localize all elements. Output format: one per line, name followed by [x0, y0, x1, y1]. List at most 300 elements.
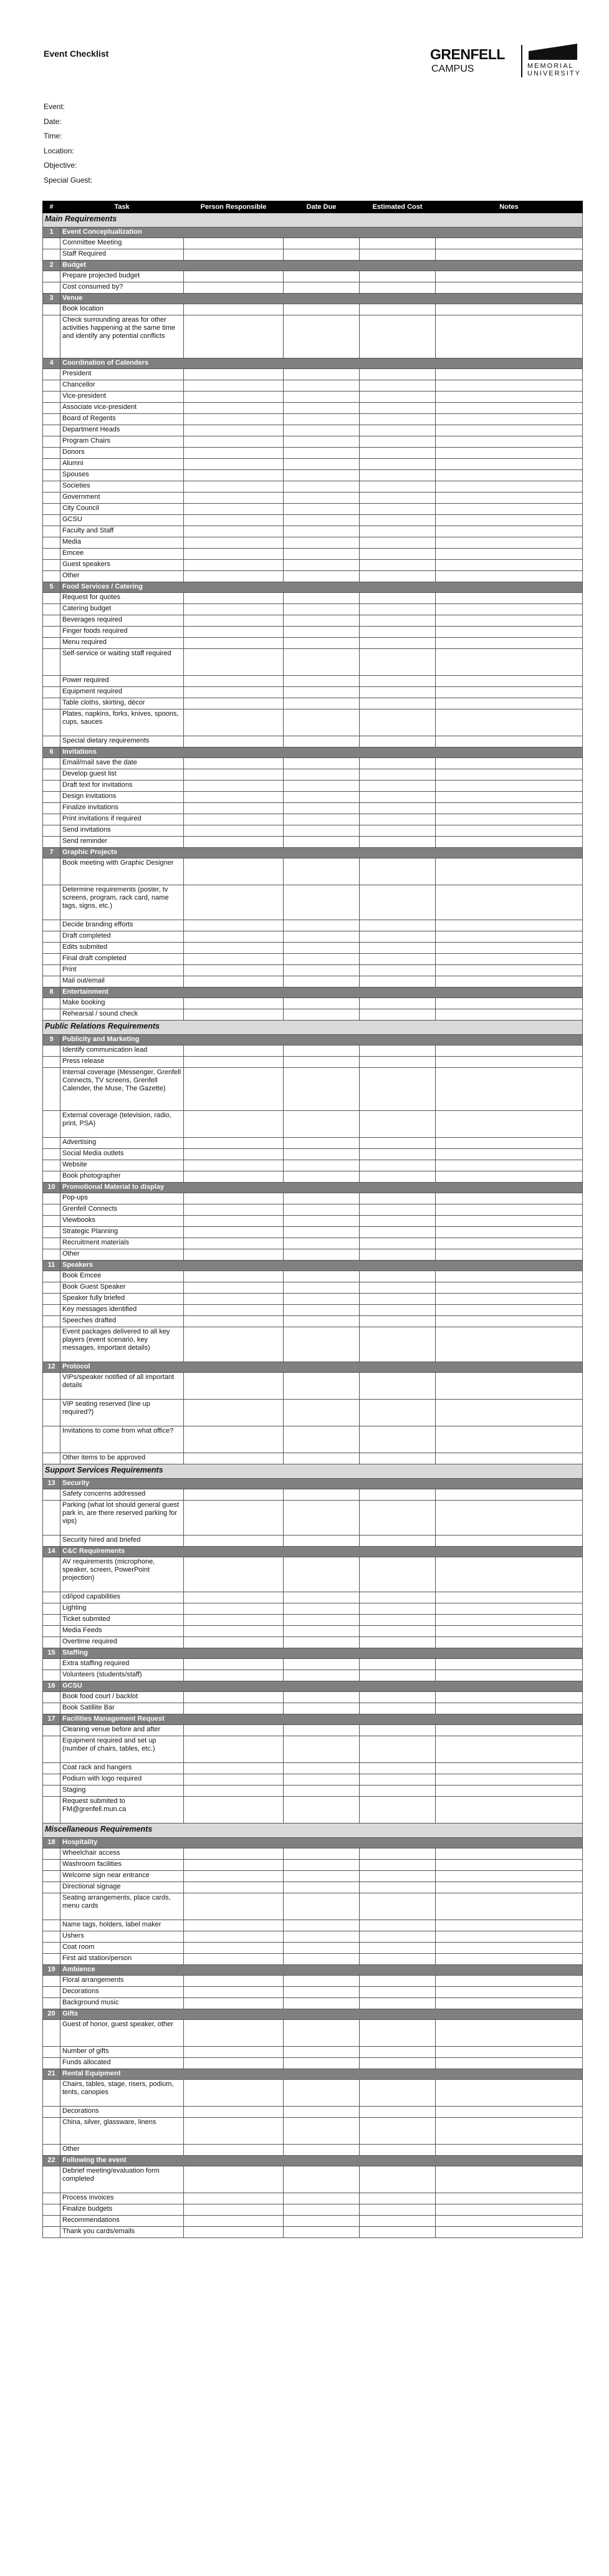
estimated-cost-cell[interactable]: [360, 1453, 436, 1464]
notes-cell[interactable]: [436, 976, 583, 988]
estimated-cost-cell[interactable]: [360, 448, 436, 459]
date-due-cell[interactable]: [284, 2216, 360, 2227]
person-responsible-cell[interactable]: [184, 414, 284, 425]
date-due-cell[interactable]: [284, 2227, 360, 2238]
estimated-cost-cell[interactable]: [360, 481, 436, 493]
estimated-cost-cell[interactable]: [360, 1057, 436, 1068]
person-responsible-cell[interactable]: [184, 1111, 284, 1138]
date-due-cell[interactable]: [284, 1238, 360, 1249]
notes-cell[interactable]: [436, 1557, 583, 1592]
estimated-cost-cell[interactable]: [360, 526, 436, 537]
date-due-cell[interactable]: [284, 1227, 360, 1238]
estimated-cost-cell[interactable]: [360, 1893, 436, 1920]
notes-cell[interactable]: [436, 249, 583, 261]
notes-cell[interactable]: [436, 459, 583, 470]
person-responsible-cell[interactable]: [184, 1238, 284, 1249]
date-due-cell[interactable]: [284, 2080, 360, 2107]
estimated-cost-cell[interactable]: [360, 1249, 436, 1261]
estimated-cost-cell[interactable]: [360, 943, 436, 954]
notes-cell[interactable]: [436, 425, 583, 436]
notes-cell[interactable]: [436, 1238, 583, 1249]
person-responsible-cell[interactable]: [184, 1954, 284, 1965]
person-responsible-cell[interactable]: [184, 885, 284, 920]
date-due-cell[interactable]: [284, 403, 360, 414]
notes-cell[interactable]: [436, 1216, 583, 1227]
estimated-cost-cell[interactable]: [360, 698, 436, 709]
estimated-cost-cell[interactable]: [360, 2047, 436, 2058]
date-due-cell[interactable]: [284, 526, 360, 537]
notes-cell[interactable]: [436, 436, 583, 448]
person-responsible-cell[interactable]: [184, 976, 284, 988]
date-due-cell[interactable]: [284, 1249, 360, 1261]
date-due-cell[interactable]: [284, 1009, 360, 1021]
date-due-cell[interactable]: [284, 920, 360, 931]
notes-cell[interactable]: [436, 758, 583, 769]
person-responsible-cell[interactable]: [184, 758, 284, 769]
estimated-cost-cell[interactable]: [360, 1763, 436, 1774]
estimated-cost-cell[interactable]: [360, 1626, 436, 1637]
estimated-cost-cell[interactable]: [360, 2107, 436, 2118]
person-responsible-cell[interactable]: [184, 2166, 284, 2193]
notes-cell[interactable]: [436, 1373, 583, 1400]
notes-cell[interactable]: [436, 1615, 583, 1626]
estimated-cost-cell[interactable]: [360, 615, 436, 627]
date-due-cell[interactable]: [284, 2166, 360, 2193]
notes-cell[interactable]: [436, 1860, 583, 1871]
person-responsible-cell[interactable]: [184, 2080, 284, 2107]
date-due-cell[interactable]: [284, 537, 360, 549]
person-responsible-cell[interactable]: [184, 931, 284, 943]
estimated-cost-cell[interactable]: [360, 1725, 436, 1736]
estimated-cost-cell[interactable]: [360, 2216, 436, 2227]
person-responsible-cell[interactable]: [184, 1725, 284, 1736]
notes-cell[interactable]: [436, 238, 583, 249]
date-due-cell[interactable]: [284, 1057, 360, 1068]
person-responsible-cell[interactable]: [184, 1920, 284, 1931]
notes-cell[interactable]: [436, 2166, 583, 2193]
date-due-cell[interactable]: [284, 1316, 360, 1327]
person-responsible-cell[interactable]: [184, 736, 284, 747]
estimated-cost-cell[interactable]: [360, 837, 436, 848]
notes-cell[interactable]: [436, 1193, 583, 1204]
date-due-cell[interactable]: [284, 1603, 360, 1615]
person-responsible-cell[interactable]: [184, 998, 284, 1009]
date-due-cell[interactable]: [284, 687, 360, 698]
notes-cell[interactable]: [436, 1536, 583, 1547]
date-due-cell[interactable]: [284, 504, 360, 515]
person-responsible-cell[interactable]: [184, 1216, 284, 1227]
person-responsible-cell[interactable]: [184, 792, 284, 803]
date-due-cell[interactable]: [284, 1294, 360, 1305]
estimated-cost-cell[interactable]: [360, 1987, 436, 1998]
person-responsible-cell[interactable]: [184, 537, 284, 549]
person-responsible-cell[interactable]: [184, 858, 284, 885]
estimated-cost-cell[interactable]: [360, 2193, 436, 2204]
notes-cell[interactable]: [436, 931, 583, 943]
person-responsible-cell[interactable]: [184, 1373, 284, 1400]
notes-cell[interactable]: [436, 814, 583, 825]
date-due-cell[interactable]: [284, 560, 360, 571]
notes-cell[interactable]: [436, 1774, 583, 1785]
date-due-cell[interactable]: [284, 425, 360, 436]
person-responsible-cell[interactable]: [184, 1987, 284, 1998]
person-responsible-cell[interactable]: [184, 1501, 284, 1536]
notes-cell[interactable]: [436, 2080, 583, 2107]
date-due-cell[interactable]: [284, 436, 360, 448]
date-due-cell[interactable]: [284, 1871, 360, 1882]
estimated-cost-cell[interactable]: [360, 976, 436, 988]
notes-cell[interactable]: [436, 1316, 583, 1327]
date-due-cell[interactable]: [284, 769, 360, 781]
notes-cell[interactable]: [436, 571, 583, 582]
estimated-cost-cell[interactable]: [360, 593, 436, 604]
notes-cell[interactable]: [436, 315, 583, 358]
estimated-cost-cell[interactable]: [360, 649, 436, 676]
date-due-cell[interactable]: [284, 238, 360, 249]
person-responsible-cell[interactable]: [184, 1703, 284, 1714]
estimated-cost-cell[interactable]: [360, 604, 436, 615]
person-responsible-cell[interactable]: [184, 1160, 284, 1171]
date-due-cell[interactable]: [284, 515, 360, 526]
estimated-cost-cell[interactable]: [360, 1238, 436, 1249]
person-responsible-cell[interactable]: [184, 1626, 284, 1637]
person-responsible-cell[interactable]: [184, 1426, 284, 1453]
person-responsible-cell[interactable]: [184, 2058, 284, 2069]
date-due-cell[interactable]: [284, 1943, 360, 1954]
notes-cell[interactable]: [436, 392, 583, 403]
estimated-cost-cell[interactable]: [360, 392, 436, 403]
date-due-cell[interactable]: [284, 1659, 360, 1670]
notes-cell[interactable]: [436, 1893, 583, 1920]
notes-cell[interactable]: [436, 781, 583, 792]
person-responsible-cell[interactable]: [184, 1976, 284, 1987]
notes-cell[interactable]: [436, 1149, 583, 1160]
person-responsible-cell[interactable]: [184, 1998, 284, 2009]
notes-cell[interactable]: [436, 1797, 583, 1824]
estimated-cost-cell[interactable]: [360, 504, 436, 515]
estimated-cost-cell[interactable]: [360, 1305, 436, 1316]
notes-cell[interactable]: [436, 304, 583, 315]
person-responsible-cell[interactable]: [184, 687, 284, 698]
estimated-cost-cell[interactable]: [360, 814, 436, 825]
notes-cell[interactable]: [436, 493, 583, 504]
date-due-cell[interactable]: [284, 1204, 360, 1216]
field-objective[interactable]: Objective:: [44, 161, 77, 170]
person-responsible-cell[interactable]: [184, 814, 284, 825]
date-due-cell[interactable]: [284, 1954, 360, 1965]
notes-cell[interactable]: [436, 271, 583, 282]
estimated-cost-cell[interactable]: [360, 1193, 436, 1204]
estimated-cost-cell[interactable]: [360, 1160, 436, 1171]
estimated-cost-cell[interactable]: [360, 403, 436, 414]
date-due-cell[interactable]: [284, 369, 360, 380]
date-due-cell[interactable]: [284, 858, 360, 885]
notes-cell[interactable]: [436, 481, 583, 493]
estimated-cost-cell[interactable]: [360, 425, 436, 436]
notes-cell[interactable]: [436, 1068, 583, 1111]
date-due-cell[interactable]: [284, 2118, 360, 2145]
field-date[interactable]: Date:: [44, 117, 62, 126]
notes-cell[interactable]: [436, 676, 583, 687]
date-due-cell[interactable]: [284, 1149, 360, 1160]
notes-cell[interactable]: [436, 1637, 583, 1648]
person-responsible-cell[interactable]: [184, 2107, 284, 2118]
notes-cell[interactable]: [436, 470, 583, 481]
notes-cell[interactable]: [436, 448, 583, 459]
person-responsible-cell[interactable]: [184, 2047, 284, 2058]
date-due-cell[interactable]: [284, 1193, 360, 1204]
notes-cell[interactable]: [436, 1848, 583, 1860]
date-due-cell[interactable]: [284, 1848, 360, 1860]
notes-cell[interactable]: [436, 858, 583, 885]
person-responsible-cell[interactable]: [184, 920, 284, 931]
estimated-cost-cell[interactable]: [360, 1171, 436, 1183]
person-responsible-cell[interactable]: [184, 1009, 284, 1021]
person-responsible-cell[interactable]: [184, 1943, 284, 1954]
person-responsible-cell[interactable]: [184, 2118, 284, 2145]
estimated-cost-cell[interactable]: [360, 459, 436, 470]
estimated-cost-cell[interactable]: [360, 1400, 436, 1426]
person-responsible-cell[interactable]: [184, 238, 284, 249]
date-due-cell[interactable]: [284, 2193, 360, 2204]
date-due-cell[interactable]: [284, 604, 360, 615]
estimated-cost-cell[interactable]: [360, 1316, 436, 1327]
date-due-cell[interactable]: [284, 1373, 360, 1400]
notes-cell[interactable]: [436, 1249, 583, 1261]
date-due-cell[interactable]: [284, 1987, 360, 1998]
notes-cell[interactable]: [436, 1954, 583, 1965]
person-responsible-cell[interactable]: [184, 1282, 284, 1294]
notes-cell[interactable]: [436, 1489, 583, 1501]
date-due-cell[interactable]: [284, 709, 360, 736]
notes-cell[interactable]: [436, 1501, 583, 1536]
person-responsible-cell[interactable]: [184, 1736, 284, 1763]
date-due-cell[interactable]: [284, 1893, 360, 1920]
estimated-cost-cell[interactable]: [360, 2204, 436, 2216]
notes-cell[interactable]: [436, 1294, 583, 1305]
person-responsible-cell[interactable]: [184, 1068, 284, 1111]
notes-cell[interactable]: [436, 615, 583, 627]
person-responsible-cell[interactable]: [184, 515, 284, 526]
estimated-cost-cell[interactable]: [360, 2058, 436, 2069]
date-due-cell[interactable]: [284, 315, 360, 358]
date-due-cell[interactable]: [284, 392, 360, 403]
person-responsible-cell[interactable]: [184, 459, 284, 470]
estimated-cost-cell[interactable]: [360, 1954, 436, 1965]
estimated-cost-cell[interactable]: [360, 249, 436, 261]
estimated-cost-cell[interactable]: [360, 1373, 436, 1400]
person-responsible-cell[interactable]: [184, 1193, 284, 1204]
date-due-cell[interactable]: [284, 781, 360, 792]
date-due-cell[interactable]: [284, 1045, 360, 1057]
person-responsible-cell[interactable]: [184, 1659, 284, 1670]
person-responsible-cell[interactable]: [184, 425, 284, 436]
person-responsible-cell[interactable]: [184, 1045, 284, 1057]
notes-cell[interactable]: [436, 504, 583, 515]
estimated-cost-cell[interactable]: [360, 1871, 436, 1882]
notes-cell[interactable]: [436, 649, 583, 676]
person-responsible-cell[interactable]: [184, 627, 284, 638]
date-due-cell[interactable]: [284, 2047, 360, 2058]
person-responsible-cell[interactable]: [184, 2145, 284, 2156]
person-responsible-cell[interactable]: [184, 1249, 284, 1261]
date-due-cell[interactable]: [284, 249, 360, 261]
date-due-cell[interactable]: [284, 1160, 360, 1171]
person-responsible-cell[interactable]: [184, 676, 284, 687]
estimated-cost-cell[interactable]: [360, 1557, 436, 1592]
notes-cell[interactable]: [436, 1871, 583, 1882]
date-due-cell[interactable]: [284, 593, 360, 604]
estimated-cost-cell[interactable]: [360, 2227, 436, 2238]
date-due-cell[interactable]: [284, 1637, 360, 1648]
person-responsible-cell[interactable]: [184, 638, 284, 649]
date-due-cell[interactable]: [284, 638, 360, 649]
estimated-cost-cell[interactable]: [360, 238, 436, 249]
estimated-cost-cell[interactable]: [360, 369, 436, 380]
person-responsible-cell[interactable]: [184, 604, 284, 615]
estimated-cost-cell[interactable]: [360, 2020, 436, 2047]
person-responsible-cell[interactable]: [184, 1453, 284, 1464]
date-due-cell[interactable]: [284, 1536, 360, 1547]
date-due-cell[interactable]: [284, 615, 360, 627]
date-due-cell[interactable]: [284, 1736, 360, 1763]
date-due-cell[interactable]: [284, 792, 360, 803]
person-responsible-cell[interactable]: [184, 1057, 284, 1068]
person-responsible-cell[interactable]: [184, 965, 284, 976]
person-responsible-cell[interactable]: [184, 380, 284, 392]
person-responsible-cell[interactable]: [184, 470, 284, 481]
person-responsible-cell[interactable]: [184, 249, 284, 261]
person-responsible-cell[interactable]: [184, 448, 284, 459]
date-due-cell[interactable]: [284, 931, 360, 943]
person-responsible-cell[interactable]: [184, 304, 284, 315]
person-responsible-cell[interactable]: [184, 2227, 284, 2238]
notes-cell[interactable]: [436, 1736, 583, 1763]
notes-cell[interactable]: [436, 1400, 583, 1426]
person-responsible-cell[interactable]: [184, 2204, 284, 2216]
date-due-cell[interactable]: [284, 814, 360, 825]
notes-cell[interactable]: [436, 1785, 583, 1797]
notes-cell[interactable]: [436, 2193, 583, 2204]
notes-cell[interactable]: [436, 604, 583, 615]
notes-cell[interactable]: [436, 403, 583, 414]
estimated-cost-cell[interactable]: [360, 1327, 436, 1362]
date-due-cell[interactable]: [284, 2145, 360, 2156]
date-due-cell[interactable]: [284, 627, 360, 638]
notes-cell[interactable]: [436, 1327, 583, 1362]
date-due-cell[interactable]: [284, 271, 360, 282]
date-due-cell[interactable]: [284, 885, 360, 920]
estimated-cost-cell[interactable]: [360, 758, 436, 769]
date-due-cell[interactable]: [284, 1400, 360, 1426]
date-due-cell[interactable]: [284, 1453, 360, 1464]
date-due-cell[interactable]: [284, 736, 360, 747]
person-responsible-cell[interactable]: [184, 709, 284, 736]
notes-cell[interactable]: [436, 769, 583, 781]
person-responsible-cell[interactable]: [184, 1536, 284, 1547]
person-responsible-cell[interactable]: [184, 481, 284, 493]
date-due-cell[interactable]: [284, 493, 360, 504]
estimated-cost-cell[interactable]: [360, 1797, 436, 1824]
estimated-cost-cell[interactable]: [360, 825, 436, 837]
estimated-cost-cell[interactable]: [360, 1426, 436, 1453]
estimated-cost-cell[interactable]: [360, 1282, 436, 1294]
notes-cell[interactable]: [436, 1057, 583, 1068]
person-responsible-cell[interactable]: [184, 1797, 284, 1824]
notes-cell[interactable]: [436, 537, 583, 549]
notes-cell[interactable]: [436, 1725, 583, 1736]
person-responsible-cell[interactable]: [184, 943, 284, 954]
notes-cell[interactable]: [436, 1453, 583, 1464]
date-due-cell[interactable]: [284, 380, 360, 392]
person-responsible-cell[interactable]: [184, 1149, 284, 1160]
person-responsible-cell[interactable]: [184, 1785, 284, 1797]
estimated-cost-cell[interactable]: [360, 858, 436, 885]
notes-cell[interactable]: [436, 2020, 583, 2047]
date-due-cell[interactable]: [284, 803, 360, 814]
notes-cell[interactable]: [436, 1943, 583, 1954]
date-due-cell[interactable]: [284, 1271, 360, 1282]
estimated-cost-cell[interactable]: [360, 571, 436, 582]
person-responsible-cell[interactable]: [184, 1327, 284, 1362]
estimated-cost-cell[interactable]: [360, 1637, 436, 1648]
notes-cell[interactable]: [436, 1271, 583, 1282]
estimated-cost-cell[interactable]: [360, 1111, 436, 1138]
estimated-cost-cell[interactable]: [360, 1943, 436, 1954]
estimated-cost-cell[interactable]: [360, 638, 436, 649]
date-due-cell[interactable]: [284, 1998, 360, 2009]
notes-cell[interactable]: [436, 414, 583, 425]
date-due-cell[interactable]: [284, 758, 360, 769]
estimated-cost-cell[interactable]: [360, 315, 436, 358]
notes-cell[interactable]: [436, 2227, 583, 2238]
date-due-cell[interactable]: [284, 481, 360, 493]
notes-cell[interactable]: [436, 1592, 583, 1603]
date-due-cell[interactable]: [284, 1774, 360, 1785]
notes-cell[interactable]: [436, 736, 583, 747]
date-due-cell[interactable]: [284, 649, 360, 676]
notes-cell[interactable]: [436, 998, 583, 1009]
estimated-cost-cell[interactable]: [360, 1294, 436, 1305]
estimated-cost-cell[interactable]: [360, 493, 436, 504]
date-due-cell[interactable]: [284, 1327, 360, 1362]
person-responsible-cell[interactable]: [184, 593, 284, 604]
person-responsible-cell[interactable]: [184, 837, 284, 848]
estimated-cost-cell[interactable]: [360, 1920, 436, 1931]
estimated-cost-cell[interactable]: [360, 1736, 436, 1763]
person-responsible-cell[interactable]: [184, 1871, 284, 1882]
person-responsible-cell[interactable]: [184, 2020, 284, 2047]
estimated-cost-cell[interactable]: [360, 781, 436, 792]
notes-cell[interactable]: [436, 1426, 583, 1453]
notes-cell[interactable]: [436, 885, 583, 920]
date-due-cell[interactable]: [284, 965, 360, 976]
notes-cell[interactable]: [436, 2216, 583, 2227]
notes-cell[interactable]: [436, 1603, 583, 1615]
field-location[interactable]: Location:: [44, 146, 74, 155]
estimated-cost-cell[interactable]: [360, 436, 436, 448]
estimated-cost-cell[interactable]: [360, 1489, 436, 1501]
estimated-cost-cell[interactable]: [360, 2080, 436, 2107]
estimated-cost-cell[interactable]: [360, 1149, 436, 1160]
notes-cell[interactable]: [436, 2047, 583, 2058]
notes-cell[interactable]: [436, 1703, 583, 1714]
date-due-cell[interactable]: [284, 282, 360, 294]
person-responsible-cell[interactable]: [184, 1692, 284, 1703]
estimated-cost-cell[interactable]: [360, 709, 436, 736]
person-responsible-cell[interactable]: [184, 1204, 284, 1216]
estimated-cost-cell[interactable]: [360, 515, 436, 526]
